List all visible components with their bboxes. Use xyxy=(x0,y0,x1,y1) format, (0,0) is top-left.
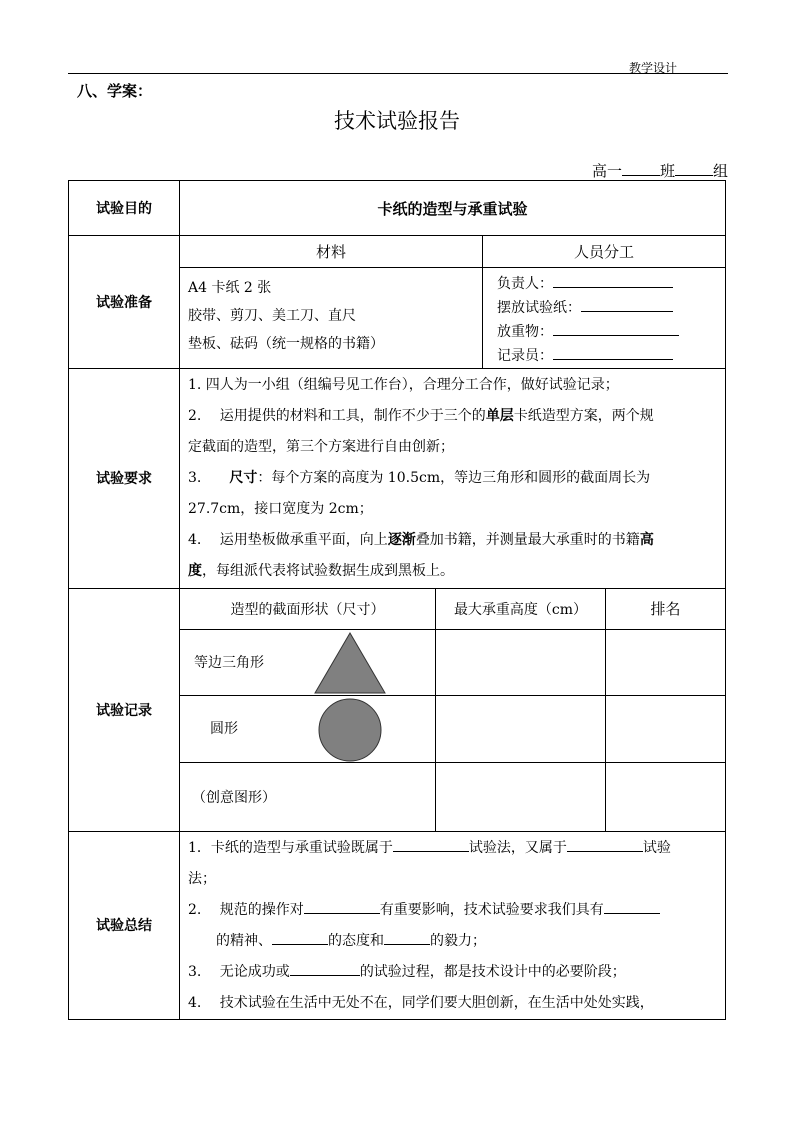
req-item-3 xyxy=(180,463,725,494)
record-header-row xyxy=(180,589,725,630)
role-label: 放重物： xyxy=(497,323,553,340)
role-blank[interactable] xyxy=(553,345,673,360)
sum-item-3 xyxy=(180,957,725,988)
fill-blank[interactable] xyxy=(272,930,328,945)
prep-cell xyxy=(180,236,726,369)
sum-text: 的态度和 xyxy=(328,932,384,949)
sum-item-2-cont xyxy=(180,926,725,957)
sum-item-1-cont: 法； xyxy=(188,870,216,887)
req-text: ，每组派代表将试验数据生成到黑板上。 xyxy=(202,562,454,579)
col-shape-header: 造型的截面形状（尺寸） xyxy=(180,589,436,630)
sum-text: 的试验过程，都是技术设计中的必要阶段； xyxy=(359,963,626,980)
requirements-row xyxy=(69,368,726,588)
load-input-cell[interactable] xyxy=(436,696,606,763)
shape-cell xyxy=(180,696,436,763)
req-bold: 单层 xyxy=(485,407,514,424)
req-item-2-cont: 定截面的造型，第三个方案进行自由创新； xyxy=(188,438,454,455)
summary-row xyxy=(69,831,726,1019)
shape-name: （创意图形） xyxy=(192,789,276,806)
sum-text: 试验法，又属于 xyxy=(468,839,567,856)
fill-blank[interactable] xyxy=(384,930,430,945)
req-bold: 尺寸 xyxy=(229,469,258,486)
shape-cell xyxy=(180,763,436,831)
role-leader xyxy=(497,272,725,296)
sum-text: 2. 规范的操作对 xyxy=(188,901,304,918)
roles-list xyxy=(483,267,726,368)
summary-text xyxy=(180,831,726,1019)
prep-inner-table xyxy=(180,236,725,368)
req-item-4-cont xyxy=(180,556,725,587)
fill-blank[interactable] xyxy=(393,837,469,852)
summary-label: 试验总结 xyxy=(69,831,180,1019)
role-blank[interactable] xyxy=(581,297,673,312)
role-weights xyxy=(497,320,725,344)
role-blank[interactable] xyxy=(553,321,679,336)
req-text: 2. 运用提供的材料和工具，制作不少于三个的 xyxy=(188,407,486,424)
fill-blank[interactable] xyxy=(290,961,360,976)
shape-name: 等边三角形 xyxy=(194,655,264,671)
triangle-shape xyxy=(314,632,386,694)
sum-text: 的精神、 xyxy=(216,932,272,949)
purpose-value: 卡纸的造型与承重试验 xyxy=(180,181,726,236)
sum-item-2 xyxy=(180,895,725,926)
header-rule xyxy=(68,73,728,74)
circle-shape xyxy=(318,698,382,762)
req-text: 4. 运用垫板做承重平面，向上 xyxy=(188,531,388,548)
req-text: ：每个方案的高度为 10.5cm，等边三角形和圆形的截面周长为 xyxy=(257,469,651,486)
staff-header: 人员分工 xyxy=(483,236,726,267)
req-item-2 xyxy=(180,401,725,432)
record-cell xyxy=(180,588,726,831)
req-item-1: 1. 四人为一小组（组编号见工作台），合理分工合作，做好试验记录； xyxy=(188,376,619,393)
req-bold: 度 xyxy=(188,562,202,579)
req-text: 卡纸造型方案，两个规 xyxy=(513,407,654,424)
material-item: A4 卡纸 2 张 xyxy=(188,279,272,296)
req-item-3-cont: 27.7cm，接口宽度为 2cm； xyxy=(188,500,373,517)
col-load-header: 最大承重高度（cm） xyxy=(436,589,606,630)
load-input-cell[interactable] xyxy=(436,630,606,696)
req-item-4 xyxy=(180,525,725,556)
col-rank-header: 排名 xyxy=(606,589,726,630)
requirements-text xyxy=(180,368,726,588)
class-label: 班 xyxy=(659,162,675,180)
sum-text: 试验 xyxy=(642,839,671,856)
record-data-row xyxy=(180,630,725,696)
fill-blank[interactable] xyxy=(604,899,660,914)
rank-input-cell[interactable] xyxy=(606,696,726,763)
rank-input-cell[interactable] xyxy=(606,763,726,831)
role-label: 摆放试验纸： xyxy=(497,299,581,316)
grade-label: 高一 xyxy=(591,162,622,180)
group-label: 组 xyxy=(712,162,728,180)
req-bold: 高 xyxy=(639,531,654,548)
sum-item-4: 4. 技术试验在生活中无处不在，同学们要大胆创新，在生活中处处实践， xyxy=(188,994,654,1011)
record-table xyxy=(180,589,725,831)
role-placer xyxy=(497,296,725,320)
req-bold: 逐渐 xyxy=(387,531,416,548)
materials-header: 材料 xyxy=(180,236,483,267)
fill-blank[interactable] xyxy=(304,899,380,914)
document-title: 技术试验报告 xyxy=(334,109,460,133)
material-item: 垫板、砝码（统一规格的书籍） xyxy=(188,335,384,352)
group-blank[interactable] xyxy=(675,162,713,176)
role-label: 记录员： xyxy=(497,347,553,364)
record-data-row xyxy=(180,696,725,763)
load-input-cell[interactable] xyxy=(436,763,606,831)
material-item: 胶带、剪刀、美工刀、直尺 xyxy=(188,307,356,324)
sum-text: 3. 无论成功或 xyxy=(188,963,290,980)
sum-text: 1．卡纸的造型与承重试验既属于 xyxy=(188,839,393,856)
sum-item-1 xyxy=(180,833,725,864)
shape-cell xyxy=(180,630,436,696)
sum-text: 有重要影响，技术试验要求我们具有 xyxy=(379,901,604,918)
header-tag: 教学设计 xyxy=(629,61,678,75)
requirements-label: 试验要求 xyxy=(69,368,180,588)
section-title: 八、学案： xyxy=(77,82,153,100)
class-group-line xyxy=(592,160,728,181)
role-blank[interactable] xyxy=(553,273,673,288)
req-text: 叠加书籍，并测量最大承重时的书籍 xyxy=(415,531,640,548)
prep-label: 试验准备 xyxy=(69,236,180,369)
materials-list xyxy=(180,267,483,368)
record-row xyxy=(69,588,726,831)
class-blank[interactable] xyxy=(622,162,660,176)
fill-blank[interactable] xyxy=(567,837,643,852)
report-table xyxy=(68,180,726,1020)
record-label: 试验记录 xyxy=(69,588,180,831)
purpose-row xyxy=(69,181,726,236)
req-text: 3. xyxy=(188,469,230,486)
role-label: 负责人： xyxy=(497,275,553,292)
rank-input-cell[interactable] xyxy=(606,630,726,696)
prep-row xyxy=(69,236,726,369)
record-data-row xyxy=(180,763,725,831)
role-recorder xyxy=(497,344,725,368)
sum-text: 的毅力； xyxy=(430,932,486,949)
shape-name: 圆形 xyxy=(210,721,238,737)
purpose-label: 试验目的 xyxy=(69,181,180,236)
